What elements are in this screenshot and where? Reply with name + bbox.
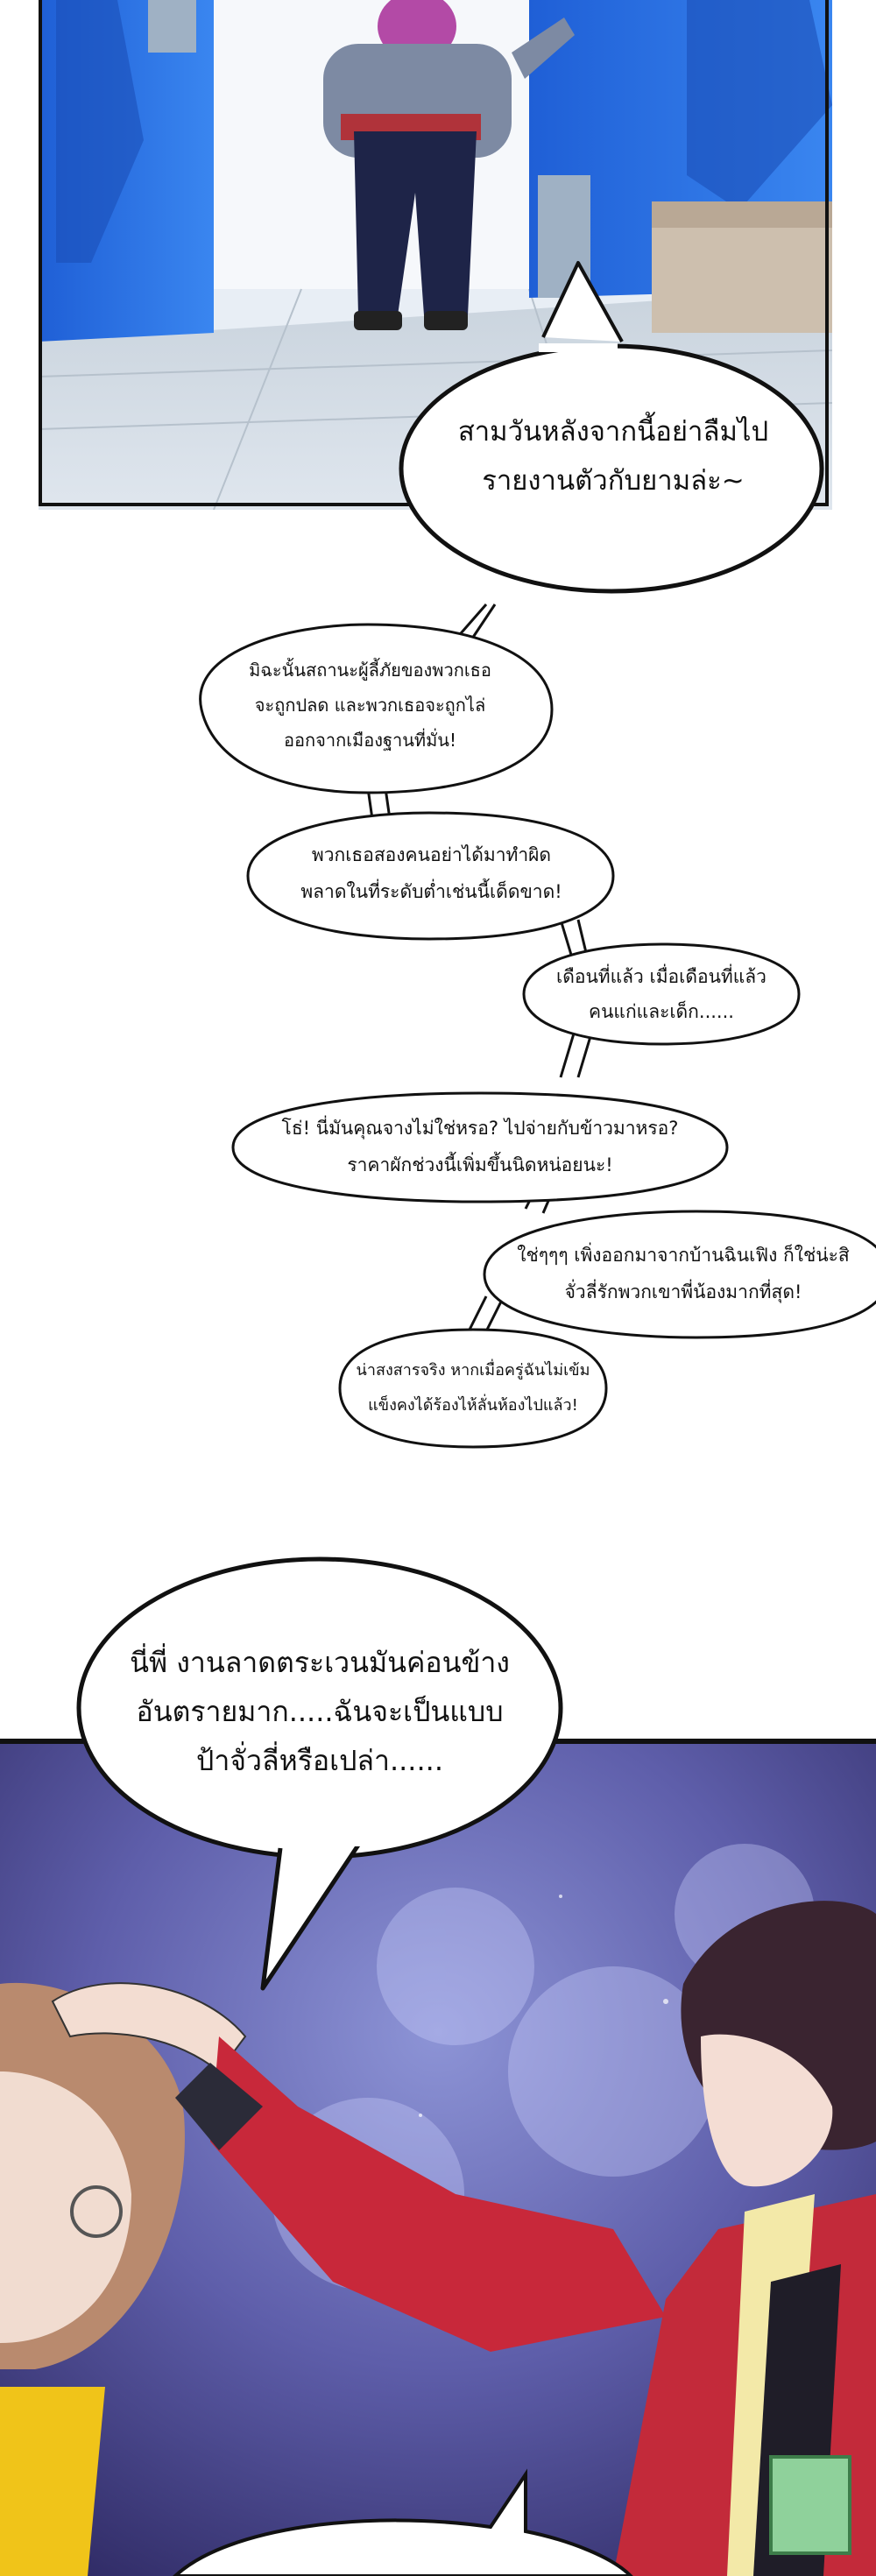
bubble-pitiful-text: น่าสงสารจริง หากเมื่อครู่ฉันไม่เข้ม แข็งคงได้ร้องไห้ลั่นห้องไปแล้ว! [356,1361,590,1415]
bubble-patrol-danger-text: นี่พี่ งานลาดตระเวนมันค่อนข้าง อันตรายมาก.....ฉันจะเป็นแบบ ป้าจั่วลี่หรือเปล่า...... [130,1646,510,1777]
bubble-no-mistakes-text: พวกเธอสองคนอย่าได้มาทำผิด พลาดในที่ระดับต่ำเช่นนี้เด็ดขาด! [300,844,562,902]
bubble-qin-feng-text: ใช่ๆๆๆ เพิ่งออกมาจากบ้านฉินเฟิง ก็ใช่น่ะสิ จั่วลี่รักพวกเขาพี่น้องมากที่สุด! [517,1245,850,1302]
bubble-miss-zhang-text: โธ่! นี่มันคุณจางไม่ใช่หรอ? ไปจ่ายกับข้าวมาหรอ? ราคาผักช่วงนี้เพิ่มขึ้นนิดหน่อยนะ! [281,1118,679,1175]
bubble-reminder-text: สามวันหลังจากนี้อย่าลืมไป รายงานตัวกับยามล่ะ~ [457,416,769,497]
bubble-refugee-warning-text: มิฉะนั้นสถานะผู้ลี้ภัยของพวกเธอ จะถูกปลด และพวกเธอจะถูกไล่ ออกจากเมืองฐานที่มั่น! [249,660,491,751]
bubble-last-month-text: เดือนที่แล้ว เมื่อเดือนที่แล้ว คนแก่และเด็ก...... [556,966,766,1022]
